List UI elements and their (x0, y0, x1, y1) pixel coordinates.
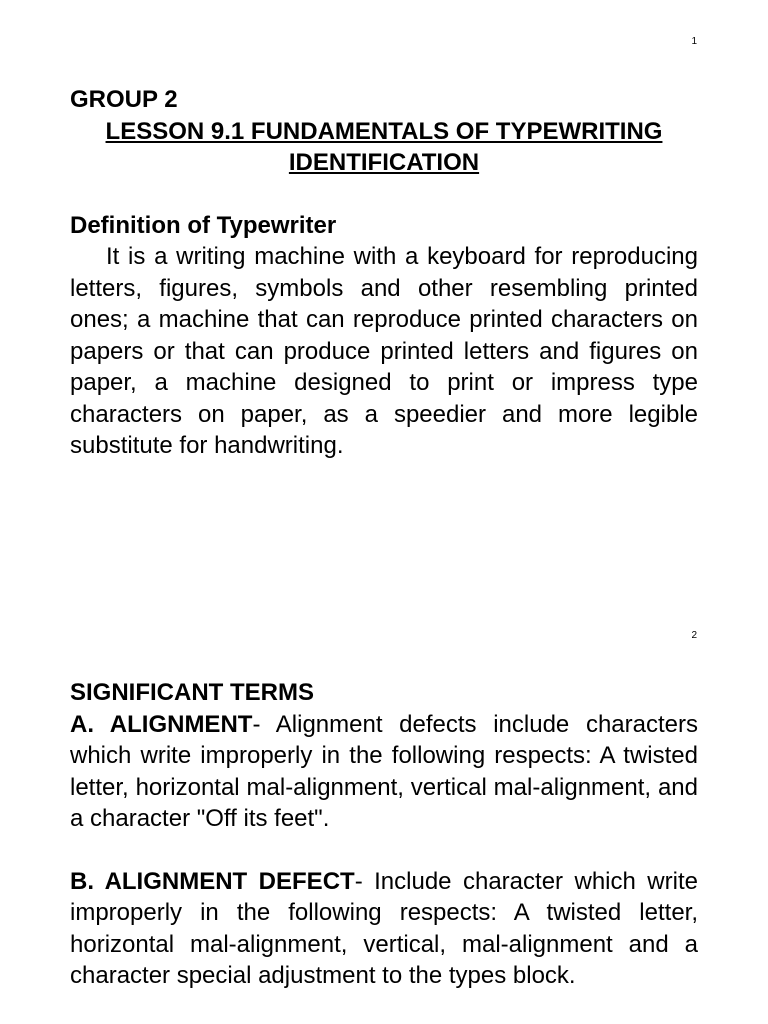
term-definition: - Alignment defects include characters which write improperly in the following respects: A twisted letter, horizontal mal-alignment, vertical mal-alignment, and a character "Off its feet". (70, 710, 698, 832)
term-alignment (70, 709, 698, 835)
term-definition: - Include character which write improperly in the following respects: A twisted letter, horizontal mal-alignment, vertical, mal-alignment and a character special adjustment to the types block. (70, 867, 698, 989)
page-number: 1 (691, 36, 697, 47)
page-content (70, 84, 698, 462)
document-page-2 (0, 600, 768, 1024)
term-label: A. ALIGNMENT (70, 710, 253, 738)
page-content (70, 677, 698, 992)
definition-paragraph: It is a writing machine with a keyboard for reproducing letters, figures, symbols and other resembling printed ones; a machine that can reproduce printed characters on papers or that can produce printed letters and figures on paper, a machine designed to print or impress type characters on paper, as a speedier and more legible substitute for handwriting. (70, 243, 698, 459)
significant-terms-heading: SIGNIFICANT TERMS (70, 679, 314, 706)
definition-heading: Definition of Typewriter (70, 211, 337, 239)
lesson-title: LESSON 9.1 FUNDAMENTALS OF TYPEWRITING IDENTIFICATION (105, 117, 663, 176)
page-number: 2 (691, 630, 697, 641)
term-label: B. ALIGNMENT DEFECT (70, 867, 355, 895)
term-alignment-defect (70, 866, 698, 992)
group-title: GROUP 2 (70, 86, 178, 113)
